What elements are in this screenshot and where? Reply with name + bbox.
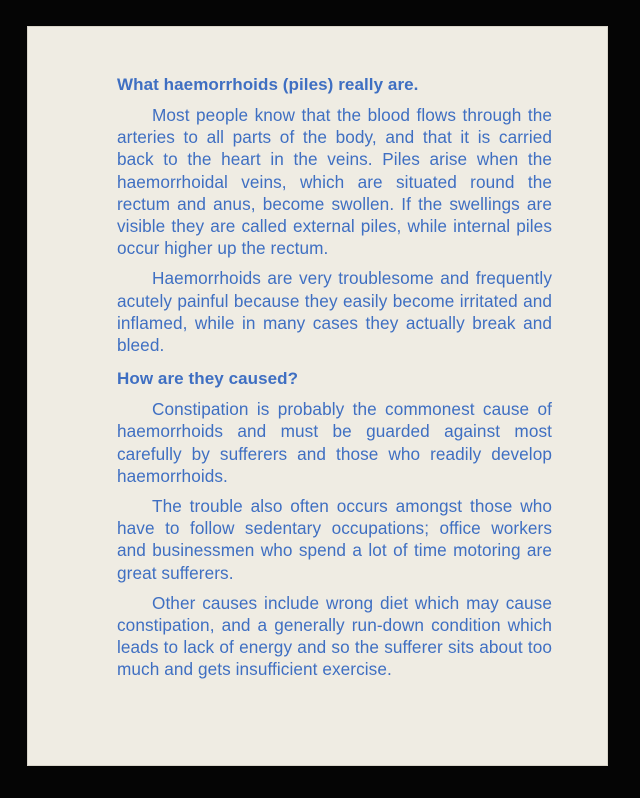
spacer	[117, 96, 552, 104]
spacer	[117, 390, 552, 398]
spacer	[117, 259, 552, 267]
document-page	[27, 26, 608, 766]
paragraph-troublesome: Haemorrhoids are very troublesome and frequently acutely painful because they easily become irritated and inflamed, while in many cases they actually break and bleed.	[117, 268, 552, 356]
spacer	[117, 584, 552, 592]
paragraph-other-causes: Other causes include wrong diet which may cause constipation, and a generally run-down condition which leads to lack of energy and so the sufferer sits about too much and gets insufficient exercise.	[117, 592, 552, 680]
paragraph-blood-flow: Most people know that the blood flows through the arteries to all parts of the body, and that it is carried back to the heart in the veins. Piles arise when the haemorrhoidal veins, which are situated round the rectum and anus, become swollen. If the swellings are visible they are called external piles, while internal piles occur higher up the rectum.	[117, 105, 552, 259]
document-content	[117, 74, 552, 681]
paragraph-sedentary: The trouble also often occurs amongst those who have to follow sedentary occupations; office workers and businessmen who spend a lot of time motoring are great sufferers.	[117, 496, 552, 583]
spacer	[117, 356, 552, 368]
section-heading-causes: How are they caused?	[117, 369, 299, 389]
paragraph-constipation: Constipation is probably the commonest cause of haemorrhoids and must be guarded against most carefully by sufferers and those who readily develop haemorrhoids.	[117, 399, 552, 486]
spacer	[117, 487, 552, 495]
section-heading-what-are: What haemorrhoids (piles) really are.	[117, 75, 419, 94]
